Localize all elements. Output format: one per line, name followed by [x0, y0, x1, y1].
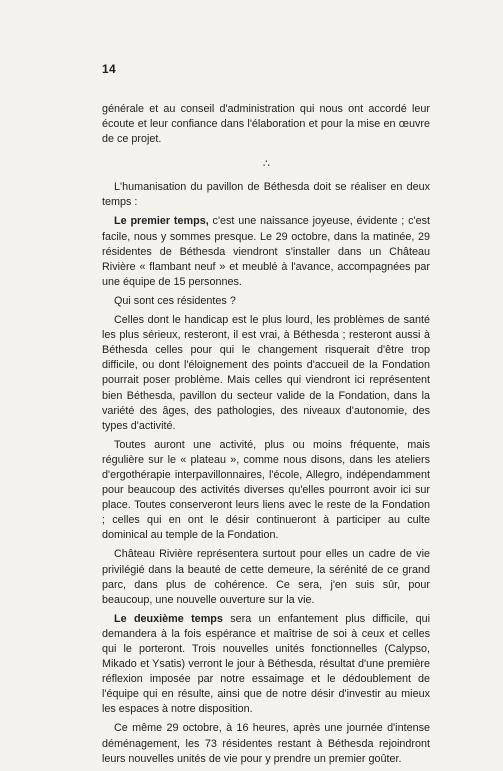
paragraph-first-stage: [102, 214, 430, 289]
second-stage-text: sera un enfantement plus difficile, qui demandera à la fois espérance et maîtrise de soi à ceux et celles qui le porteront. Trois nouvelles unités fonctionnelles (Calypso, Mikado et Ysatis) verront le jour à Béthesda, résultat d'une première réflexion imposée par notre essaimage et le dédoublement de l'équipe qui en résulte, ainsi que de notre désir d'investir au mieux les espaces à notre disposition.: [102, 612, 430, 716]
second-stage-heading: Le deuxième temps: [114, 612, 223, 625]
paragraph-chateau: Château Rivière représentera surtout pour elles un cadre de vie privilégié dans la beauté de cette demeure, la sérénité de ce grand parc, dans plus de cohérence. Ce sera, j'en suis sûr, pour beaucoup, une nouvelle ouverture sur la vie.: [102, 548, 430, 606]
paragraph-moving-day: Ce même 29 octobre, à 16 heures, après une journée d'intense déménagement, les 73 résidentes restant à Béthesda rejoindront leurs nouvelles unités de vie pour y prendre un premier goûter.: [102, 722, 430, 765]
page-number: 14: [102, 62, 116, 76]
first-stage-text: c'est une naissance joyeuse, évidente ; c'est facile, nous y sommes presque. Le 29 octobre, dans la matinée, 29 résidentes de Béthesda viendront s'installer dans un Château Rivière « flambant neuf » et meublé à l'avance, accompagnées par une équipe de 15 personnes.: [102, 215, 430, 288]
paragraph-activities: Toutes auront une activité, plus ou moins fréquente, mais régulière sur le « plateau », comme nous disons, dans les ateliers d'ergothérapie interpavillonnaires, l'école, Allegro, indépendamment pour beaucoup des activités diverses qu'elles pourront avoir ici sur place. Toutes conserveront leurs liens avec le reste de la Fondation ; celles qui en ont le désir continueront à participer au culte dominical au temple de la Fondation.: [102, 438, 430, 542]
paragraph-second-stage: [102, 612, 430, 718]
first-stage-heading: Le premier temps,: [114, 215, 209, 228]
paragraph-residents: Celles dont le handicap est le plus lourd, les problèmes de santé les plus sérieux, resteront, il est vrai, à Béthesda ; resteront aussi à Béthesda celles pour qui le changement risquerait d'être trop difficile, ou dont l'éloignement des points d'accueil de la Fondation pourrait poser problème. Mais celles qui viendront ici représentent bien Béthesda, pavillon du secteur valide de la Fondation, dans la variété des âges, des pathologies, des niveaux d'autonomie, des types d'activité.: [102, 314, 430, 432]
paragraph-question: Qui sont ces résidentes ?: [114, 294, 236, 307]
paragraph-intro: L'humanisation du pavillon de Béthesda doit se réaliser en deux temps :: [102, 181, 430, 209]
body-text: [102, 102, 430, 771]
section-separator: ∴: [263, 158, 269, 171]
paragraph-continuation: générale et au conseil d'administration qui nous ont accordé leur écoute et leur confiance dans l'élaboration et pour la mise en œuvre de ce projet.: [102, 103, 430, 146]
